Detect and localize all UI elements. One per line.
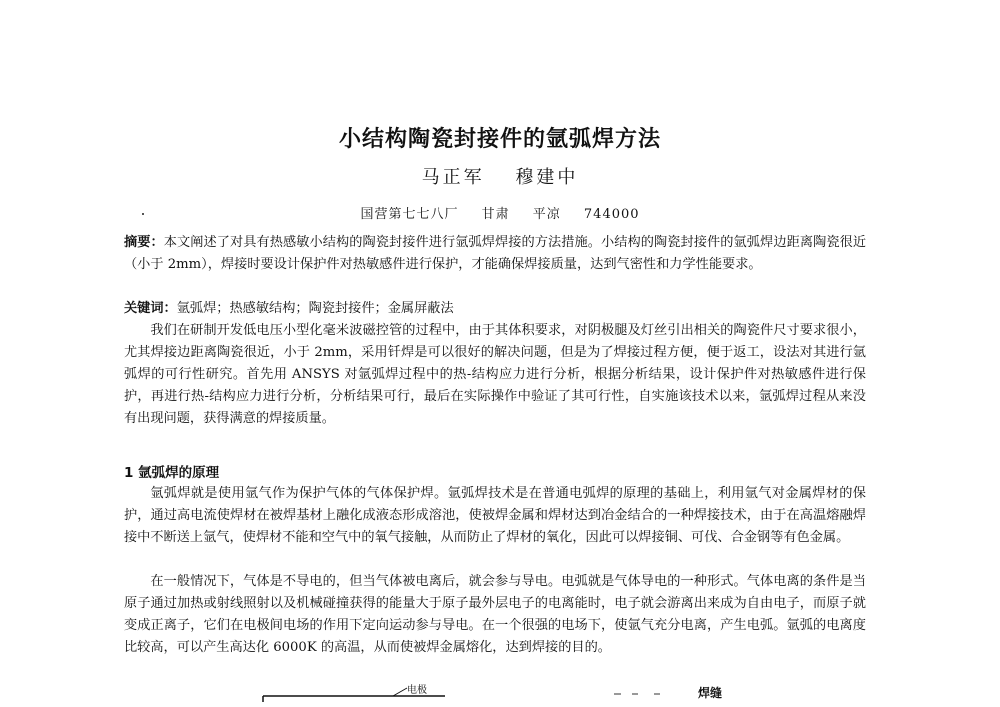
section-heading: 1 氩弧焊的原理 xyxy=(124,465,220,481)
figure-label-weld-seam: 焊缝 xyxy=(698,686,723,700)
keywords xyxy=(124,298,866,320)
affiliation-zip: 744000 xyxy=(583,207,640,222)
section-paragraph: 在一般情况下，气体是不导电的，但当气体被电离后，就会参与导电。电弧就是气体导电的一种形式。气体电离的条件是当原子通过加热或射线照射以及机械碰撞获得的能量大于原子最外层电子的电离能时，电子就会游离出来成为自由电子，而原子就变成正离子，它们在电极间电场的作用下定向运动参与导电。在一个很强的电场下，使氩气充分电离，产生电弧。氩弧的电离度比较高，可以产生高达化 6000K 的高温，从而使被焊金属熔化，达到焊接的目的。 xyxy=(124,574,866,655)
abstract-text: 本文阐述了对具有热感敏小结构的陶瓷封接件进行氩弧焊焊接的方法措施。小结构的陶瓷封接件的氩弧焊边距离陶瓷很近（小于 2mm），焊接时要设计保护件对热敏感件进行保护，才能确保焊接质量，达到气密性和力学性能要求。 xyxy=(124,235,867,272)
affiliation-line xyxy=(0,203,1000,222)
abstract-label: 摘要： xyxy=(124,235,164,250)
section-paragraph: 氩弧焊就是使用氩气作为保护气体的气体保护焊。氩弧焊技术是在普通电弧焊的原理的基础上，利用氩气对金属焊材的保护，通过高电流使焊材在被焊基材上融化成液态形成溶池，使被焊金属和焊材达到冶金结合的一种焊接技术，由于在高温熔融焊接中不断送上氩气，使焊材不能和空气中的氧气接触，从而防止了焊材的氧化，因此可以焊接铜、可伐、合金钢等有色金属。 xyxy=(124,486,866,545)
affiliation-org: 国营第七七八厂 xyxy=(360,207,459,222)
keywords-text: 氩弧焊；热感敏结构；陶瓷封接件；金属屏蔽法 xyxy=(176,301,454,316)
figure-welding-diagram xyxy=(255,682,455,703)
figure-dash-marks xyxy=(612,686,672,703)
figure-weld-seam xyxy=(612,686,732,703)
author-2: 穆建中 xyxy=(515,167,579,188)
intro-paragraph: 我们在研制开发低电压小型化毫米波磁控管的过程中，由于其体积要求，对阴极腿及灯丝引出相关的陶瓷件尺寸要求很小，尤其焊接边距离陶瓷很近，小于 2mm，采用钎焊是可以很好的解决问题，但是为了焊接过程方便，便于返工，设法对其进行氩弧焊的可行性研究。首先用 ANSYS 对氩弧焊过程中的热-结构应力进行分析，根据分析结果，设计保护件对热敏感件进行保护，再进行热-结构应力进行分析，分析结果可行，最后在实际操作中验证了其可行性，自实施该技术以来，氩弧焊过程从来没有出现问题，获得满意的焊接质量。 xyxy=(124,323,866,426)
author-line xyxy=(0,163,1000,189)
figure-label-electrode: 电极 xyxy=(407,685,427,696)
keywords-label: 关键词： xyxy=(124,301,177,316)
author-1: 马正军 xyxy=(421,167,485,188)
affiliation-city: 平凉 xyxy=(532,207,561,222)
abstract xyxy=(124,232,866,276)
affiliation-province: 甘肃 xyxy=(481,207,510,222)
paper-title: 小结构陶瓷封接件的氩弧焊方法 xyxy=(338,127,661,152)
